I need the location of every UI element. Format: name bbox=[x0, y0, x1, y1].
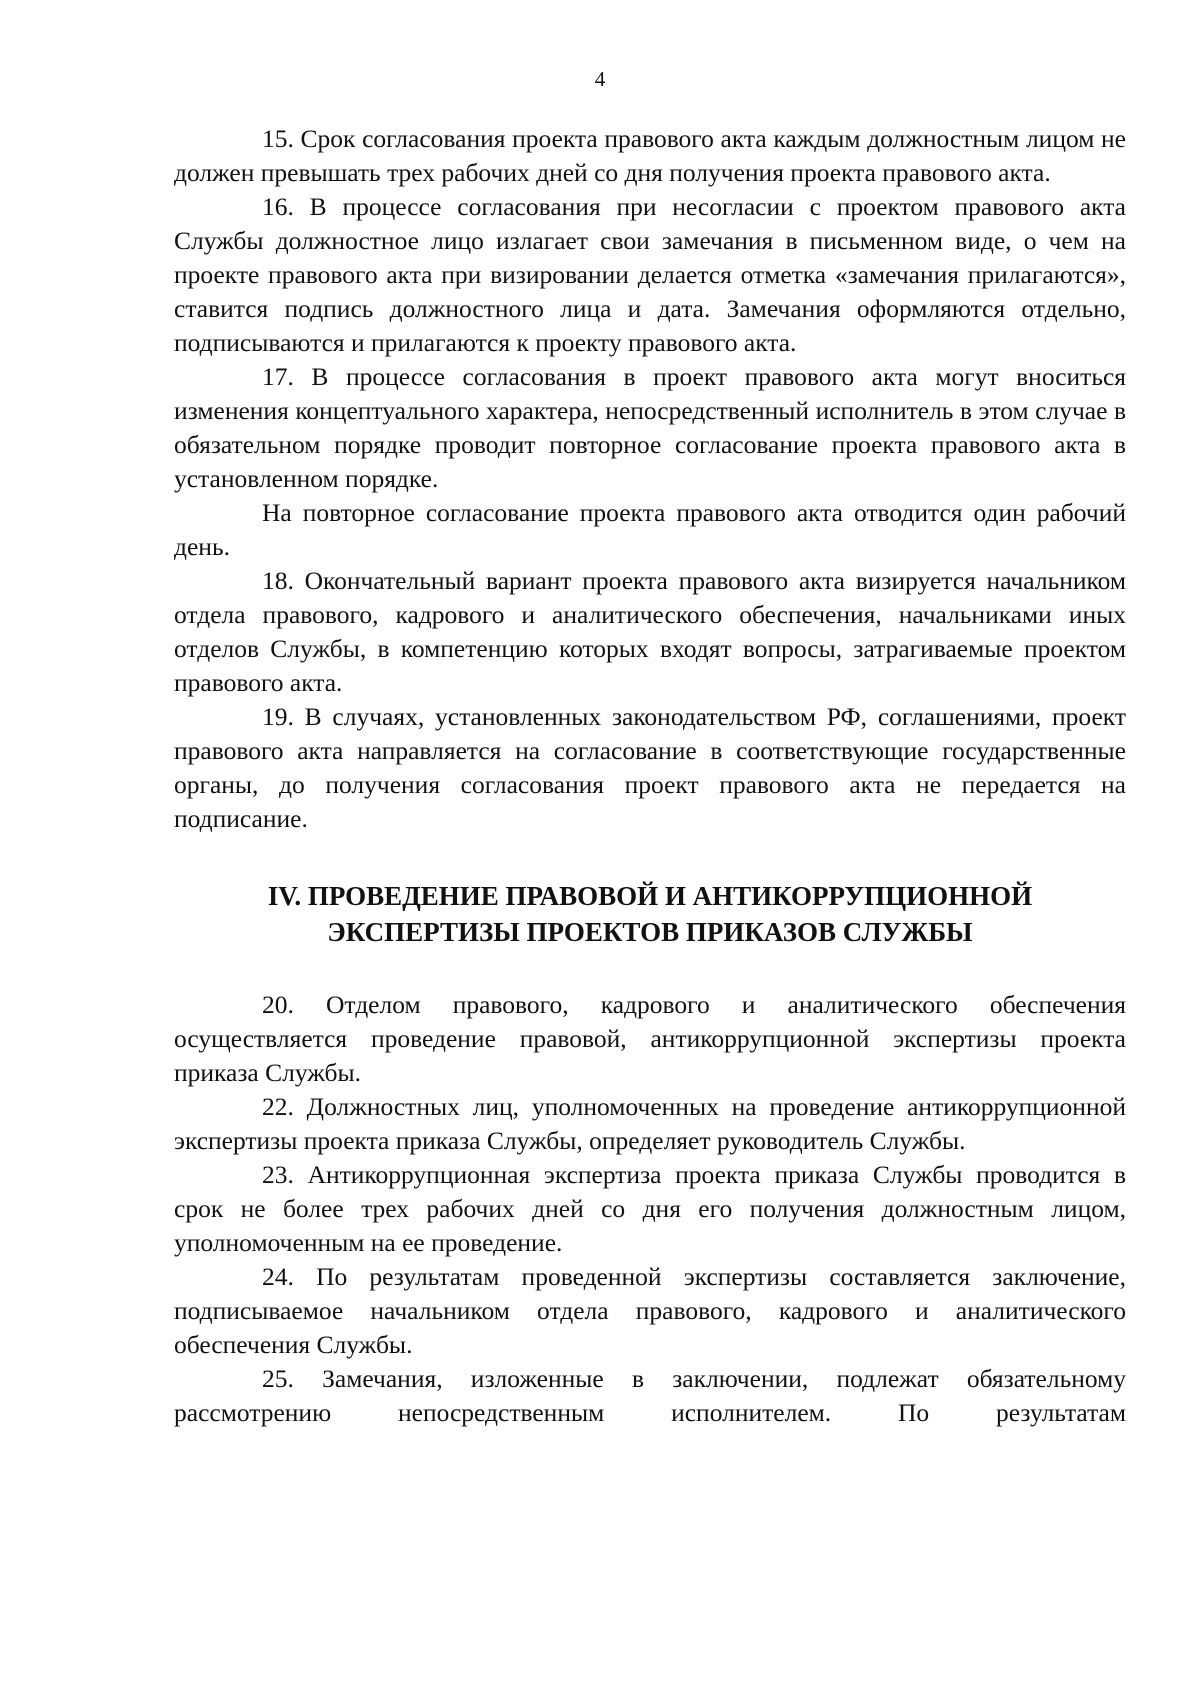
page-number: 4 bbox=[594, 67, 606, 91]
paragraph-17: 17. В процессе согласования в проект правового акта могут вноситься изменения концептуального характера, непосредственный исполнитель в этом случае в обязательном порядке проводит повторное согласование проекта правового акта в установленном порядке. bbox=[174, 362, 1126, 493]
paragraph-22: 22. Должностных лиц, уполномоченных на проведение антикоррупционной экспертизы проекта приказа Службы, определяет руководитель Службы. bbox=[174, 1092, 1126, 1155]
section-heading-line-1: IV. ПРОВЕДЕНИЕ ПРАВОВОЙ И АНТИКОРРУПЦИОННОЙ bbox=[267, 881, 1033, 911]
document-body bbox=[174, 122, 1126, 1430]
paragraph-19: 19. В случаях, установленных законодательством РФ, соглашениями, проект правового акта направляется на согласование в соответствующие государственные органы, до получения согласования проект правового акта не передается на подписание. bbox=[174, 702, 1126, 833]
paragraph-25: 25. Замечания, изложенные в заключении, подлежат обязательному рассмотрению непосредственным исполнителем. По результатам bbox=[174, 1364, 1126, 1427]
paragraph-24: 24. По результатам проведенной экспертизы составляется заключение, подписываемое начальником отдела правового, кадрового и аналитического обеспечения Службы. bbox=[174, 1262, 1126, 1359]
paragraph-20: 20. Отделом правового, кадрового и аналитического обеспечения осуществляется проведение правовой, антикоррупционной экспертизы проекта приказа Службы. bbox=[174, 990, 1126, 1087]
paragraph-17-note: На повторное согласование проекта правового акта отводится один рабочий день. bbox=[174, 498, 1126, 561]
paragraph-15: 15. Срок согласования проекта правового акта каждым должностным лицом не должен превышать трех рабочих дней со дня получения проекта правового акта. bbox=[174, 124, 1126, 187]
paragraph-18: 18. Окончательный вариант проекта правового акта визируется начальником отдела правового, кадрового и аналитического обеспечения, начальниками иных отделов Службы, в компетенцию которых входят вопросы, затрагиваемые проектом правового акта. bbox=[174, 566, 1126, 697]
section-heading-line-2: ЭКСПЕРТИЗЫ ПРОЕКТОВ ПРИКАЗОВ СЛУЖБЫ bbox=[327, 917, 973, 947]
paragraph-23: 23. Антикоррупционная экспертиза проекта приказа Службы проводится в срок не более трех рабочих дней со дня его получения должностным лицом, уполномоченным на ее проведение. bbox=[174, 1160, 1126, 1257]
paragraph-16: 16. В процессе согласования при несогласии с проектом правового акта Службы должностное лицо излагает свои замечания в письменном виде, о чем на проекте правового акта при визировании делается отметка «замечания прилагаются», ставится подпись должностного лица и дата. Замечания оформляются отдельно, подписываются и прилагаются к проекту правового акта. bbox=[174, 192, 1126, 357]
section-heading bbox=[174, 878, 1126, 950]
